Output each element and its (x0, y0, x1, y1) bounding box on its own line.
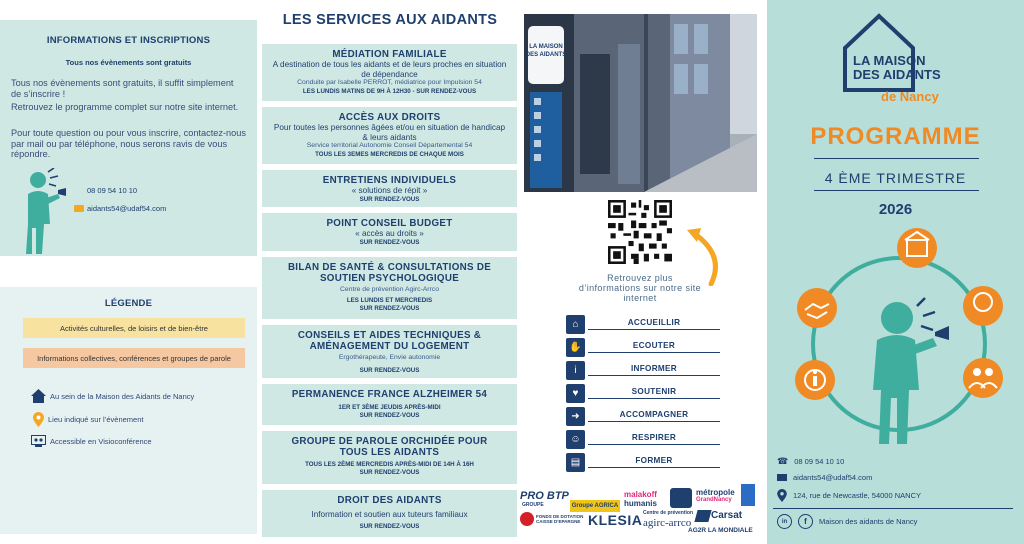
service-title: CONSEILS ET AIDES TECHNIQUES & AMÉNAGEMENT DU LOGEMENT (297, 330, 482, 352)
logo-agrica: Groupe AGRICA (570, 500, 620, 512)
phone-icon: ☎ (777, 456, 789, 466)
service-title: POINT CONSEIL BUDGET (326, 218, 453, 229)
action-accompagner (566, 406, 720, 426)
house-icon: ⌂ (566, 315, 585, 334)
building-photo (524, 14, 757, 192)
service-desc: Information et soutien aux tuteurs familiaux (311, 510, 468, 519)
action-label: SOUTENIR (588, 387, 720, 399)
service-title: MÉDIATION FAMILIALE (332, 49, 447, 60)
logo-line-3: de Nancy (881, 89, 939, 104)
logo-agirc-arrco: agirc-arrco (643, 517, 692, 529)
legend-item-2: Lieu indiqué sur l’évènement (48, 415, 144, 424)
service-title: ENTRETIENS INDIVIDUELS (322, 175, 457, 186)
services-heading: LES SERVICES AUX AIDANTS (282, 12, 498, 28)
logo-grandnancy: GrandNancy (696, 497, 732, 503)
info-para-2: Retrouvez le programme complet sur notre site internet. (11, 102, 239, 112)
service-title: ACCÈS AUX DROITS (338, 112, 441, 123)
head-icon: ☺ (566, 430, 585, 449)
cover-phone[interactable]: 08 09 54 10 10 (794, 457, 845, 466)
service-schedule: SUR RENDEZ-VOUS (359, 522, 420, 530)
action-soutenir (566, 383, 720, 403)
service-schedule: SUR RENDEZ-VOUS (359, 304, 420, 312)
service-card (262, 44, 517, 101)
service-schedule: 1ER ET 3ÈME JEUDIS APRÈS-MIDI (338, 404, 441, 411)
service-schedule: SUR RENDEZ-VOUS (359, 366, 420, 374)
service-title: DROIT DES AIDANTS (337, 495, 442, 506)
logo-humanis: humanis (624, 499, 657, 508)
action-former (566, 452, 720, 472)
service-title: PERMANENCE FRANCE ALZHEIMER 54 (291, 389, 488, 400)
mail-icon (777, 474, 787, 481)
logo-probtp: PRO BTP (520, 490, 569, 502)
location-pin-icon (33, 412, 44, 427)
hand-icon: ✋ (566, 338, 585, 357)
service-card (262, 384, 517, 425)
logo-mark (741, 484, 755, 506)
cover-year: 2026 (878, 201, 913, 218)
cover-email[interactable]: aidants54@udaf54.com (793, 473, 873, 482)
legend-title: LÉGENDE (104, 298, 153, 309)
svg-text:DES AIDANTS: DES AIDANTS (525, 52, 567, 58)
location-pin-icon (777, 489, 787, 502)
logo-caisse-epargne-mark (520, 512, 534, 526)
service-card (262, 431, 517, 484)
cover-social[interactable]: Maison des aidants de Nancy (819, 517, 918, 526)
handshake-icon: ♥ (566, 384, 585, 403)
info-email[interactable]: aidants54@udaf54.com (87, 204, 167, 213)
services-circle-illustration (793, 222, 1003, 452)
presentation-board-icon: ▤ (566, 453, 585, 472)
announcer-figure-icon (14, 168, 74, 256)
info-title: INFORMATIONS ET INSCRIPTIONS (46, 35, 211, 46)
facebook-icon[interactable]: f (798, 514, 813, 529)
logo-line-1: LA MAISON (853, 53, 926, 68)
info-subtitle: Tous nos évènements sont gratuits (65, 58, 192, 67)
action-ecouter (566, 337, 720, 357)
cover-address: 124, rue de Newcastle, 54000 NANCY (793, 491, 921, 500)
service-schedule: TOUS LES 2ÈME MERCREDIS APRÈS-MIDI DE 14H À 16H (305, 461, 474, 468)
service-card (262, 490, 517, 537)
action-label: ACCUEILLIR (588, 318, 720, 330)
logo-carsat: Carsat (711, 510, 743, 521)
info-icon: i (566, 361, 585, 380)
legend-item-3: Accessible en Visioconférence (50, 436, 152, 446)
info-panel (0, 20, 257, 256)
cover-title: PROGRAMME (810, 123, 981, 150)
service-schedule: SUR RENDEZ-VOUS (359, 238, 420, 246)
partners-logos (518, 484, 764, 542)
title-divider (814, 158, 979, 159)
legend-item-1: Au sein de la Maison des Aidants de Nancy (50, 391, 195, 401)
logo-line-2: DES AIDANTS (853, 67, 941, 82)
service-schedule: SUR RENDEZ-VOUS (359, 195, 420, 203)
qr-code[interactable] (608, 200, 672, 264)
legend-info-box: Informations collectives, conférences et groupes de parole (23, 348, 245, 368)
action-label: ECOUTER (588, 341, 720, 353)
legend-culture-box: Activités culturelles, de loisirs et de bien-être (23, 318, 245, 338)
service-schedule: SUR RENDEZ-VOUS (359, 469, 420, 476)
logo-ag2r: AG2R LA MONDIALE (688, 527, 753, 534)
action-respirer (566, 429, 720, 449)
service-schedule: SUR RENDEZ-VOUS (359, 412, 420, 419)
service-desc: « solutions de répit » (351, 186, 428, 195)
logo-probtp-sub: GROUPE (522, 502, 544, 508)
service-card (262, 107, 517, 164)
service-title: GROUPE DE PAROLE ORCHIDÉE POUR TOUS LES AIDANTS (291, 436, 488, 458)
logo-carsat-mark (694, 510, 711, 522)
service-desc: « accès au droits » (355, 229, 424, 238)
logo-fondation: FONDS DE DOTATION CAISSE D’EPARGNE (536, 514, 584, 524)
service-desc: Pour toutes les personnes âgées et/ou en situation de handicap & leurs aidants (273, 123, 506, 142)
service-card (262, 325, 517, 378)
service-note: Ergothérapeute, Envie autonomie (338, 354, 441, 361)
logo-agirc-top: Centre de prévention (643, 510, 694, 516)
service-card (262, 257, 517, 319)
service-note: Centre de prévention Agirc-Arrco (340, 286, 439, 293)
logo-malakoff: malakoff (624, 490, 657, 499)
service-schedule: TOUS LES 3EMES MERCREDIS DE CHAQUE MOIS (315, 150, 464, 158)
mail-icon (74, 205, 84, 212)
action-label: INFORMER (588, 364, 720, 376)
service-desc: A destination de tous les aidants et de leurs proches en situation de dépendance (272, 60, 507, 79)
website-caption: Retrouvez plus d’informations sur notre site internet (578, 273, 702, 303)
logo-metropole: métropole (696, 488, 735, 497)
linkedin-icon[interactable]: in (777, 514, 792, 529)
legend-panel (0, 287, 257, 534)
service-note: Conduite par Isabelle PERROT, médiatrice pour Impulsion 54 (297, 79, 482, 86)
logo-badge (670, 488, 692, 508)
action-label: FORMER (588, 456, 720, 468)
service-title: BILAN DE SANTÉ & CONSULTATIONS DE SOUTIEN PSYCHOLOGIQUE (287, 262, 492, 284)
svg-text:LA MAISON: LA MAISON (529, 44, 563, 50)
subtitle-divider (814, 190, 979, 191)
cover-subtitle: 4 ÈME TRIMESTRE (824, 170, 967, 186)
service-card (262, 170, 517, 207)
service-note: Service territorial Autonomie Conseil Départemental 54 (306, 142, 473, 149)
info-phone: 08 09 54 10 10 (87, 186, 138, 195)
video-conference-icon (31, 435, 46, 447)
signpost-icon: ➜ (566, 407, 585, 426)
service-card (262, 213, 517, 251)
action-label: RESPIRER (588, 433, 720, 445)
contact-divider (773, 508, 1013, 509)
house-icon (31, 389, 46, 403)
action-label: ACCOMPAGNER (588, 410, 720, 422)
cover-panel (767, 0, 1024, 544)
info-para-3: Pour toute question ou pour vous inscrire, contactez-nous par mail ou par téléphone, nous serons ravis de vous répondre. (11, 128, 246, 159)
action-informer (566, 360, 720, 380)
action-accueillir (566, 314, 720, 334)
service-schedule: LES LUNDIS ET MERCREDIS (346, 296, 433, 304)
info-para-1: Tous nos évènements sont gratuits, il suffit simplement de s’inscrire ! (11, 78, 234, 99)
service-schedule: LES LUNDIS MATINS DE 9H À 12H30 - SUR RENDEZ-VOUS (302, 87, 477, 95)
logo-klesia: KLESIA (588, 512, 643, 528)
